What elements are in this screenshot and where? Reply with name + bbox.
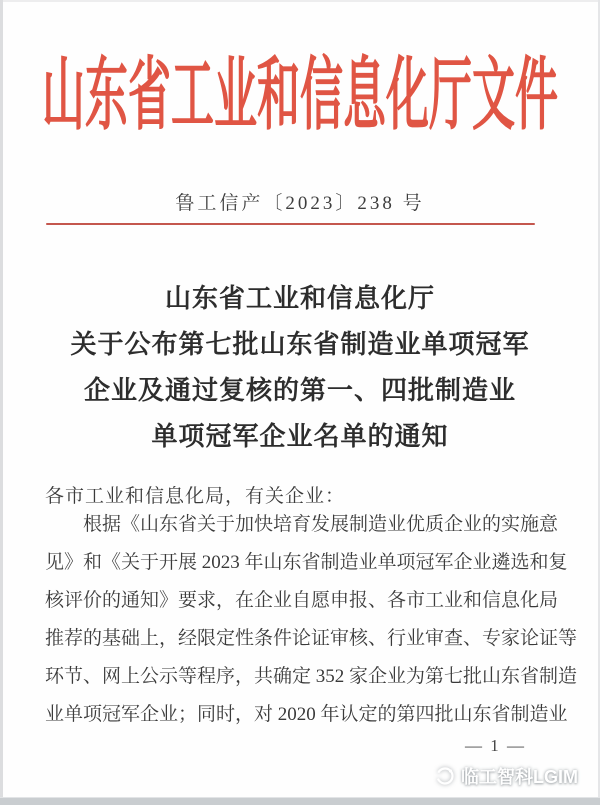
paragraph-line: 环节、网上公示等程序，共确定 352 家企业为第七批山东省制造 [45, 666, 578, 687]
document-number: 鲁工信产〔2023〕238 号 [175, 193, 425, 214]
scan-edge-top [0, 0, 600, 2]
paragraph-line: 推荐的基础上，经限定性条件论证审核、行业审查、专家论证等 [45, 628, 578, 649]
notice-title [0, 276, 600, 460]
scan-edge-bottom [0, 797, 600, 805]
scan-edge-left [0, 0, 3, 805]
watermark-label: 临工智科LGIM [461, 767, 578, 787]
notice-title-line-3: 企业及通过复核的第一、四批制造业 [83, 376, 516, 405]
paragraph-line: 见》和《关于开展 2023 年山东省制造业单项冠军企业遴选和复 [45, 552, 568, 573]
notice-title-line-2: 关于公布第七批山东省制造业单项冠军 [70, 330, 530, 359]
page-number: — 1 — [465, 736, 526, 755]
watermark [435, 763, 578, 789]
notice-title-line-4: 单项冠军企业名单的通知 [151, 422, 449, 451]
notice-title-line-1: 山东省工业和信息化厅 [164, 284, 435, 313]
lgim-logo-icon [435, 766, 455, 786]
paragraph-line: 核评价的通知》要求，在企业自愿申报、各市工业和信息化局 [45, 590, 559, 611]
body-paragraph [45, 506, 578, 734]
paragraph-line: 根据《山东省关于加快培育发展制造业优质企业的实施意 [83, 514, 559, 535]
salutation-line: 各市工业和信息化局，有关企业： [45, 486, 346, 507]
letterhead-title: 山东省工业和信息化厅文件 [42, 53, 558, 141]
paragraph-line: 业单项冠军企业；同时，对 2020 年认定的第四批山东省制造业 [45, 704, 568, 725]
red-divider-rule [46, 223, 535, 225]
